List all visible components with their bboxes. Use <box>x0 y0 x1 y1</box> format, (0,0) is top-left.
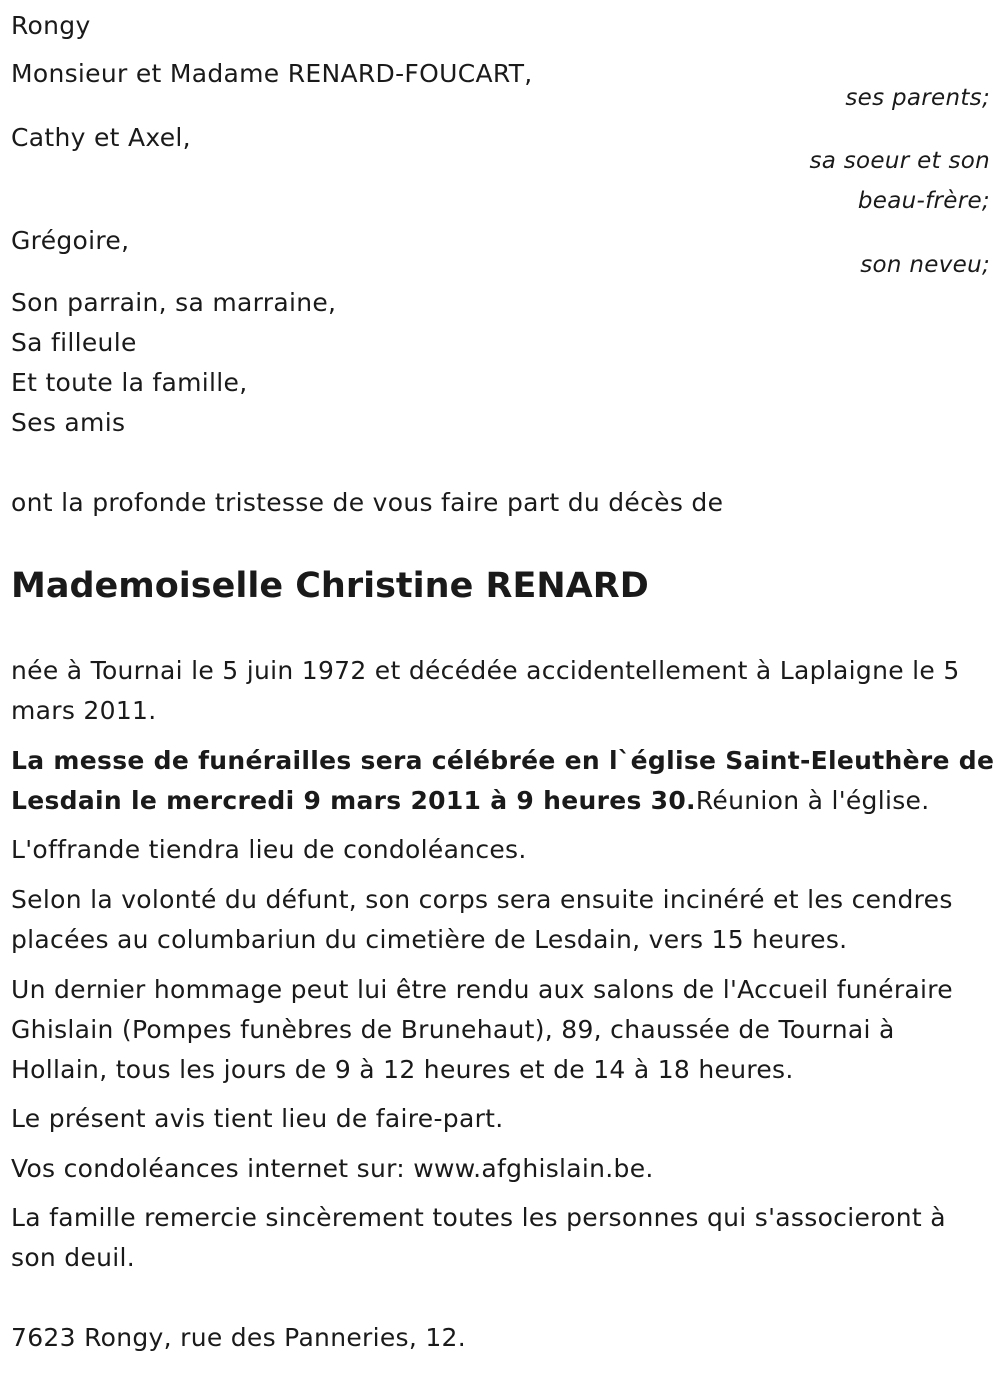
relation-sister-line1: sa soeur et son <box>809 148 990 174</box>
tribute-text: Un dernier hommage peut lui être rendu aux salons de l'Accueil funéraire Ghislain (Pompes funèbres de Brunehaut), 89, chaussée de Tournai à Hollain, tous les jours de 9 à 12 heures et de 14 à 18 heures. <box>11 975 953 1084</box>
deceased-name: Mademoiselle Christine RENARD <box>11 566 649 606</box>
thanks-text: La famille remercie sincèrement toutes les personnes qui s'associeront à son deuil. <box>11 1203 946 1272</box>
other-relative: Ses amis <box>11 408 126 437</box>
notice-text: Le présent avis tient lieu de faire-part. <box>11 1104 504 1133</box>
funeral-meeting: Réunion à l'église. <box>695 786 930 815</box>
address-text: 7623 Rongy, rue des Panneries, 12. <box>11 1323 467 1352</box>
announcement-text: ont la profonde tristesse de vous faire part du décès de <box>11 488 724 517</box>
offering-text: L'offrande tiendra lieu de condoléances. <box>11 835 527 864</box>
family-member-nephew: Grégoire, <box>11 226 130 255</box>
birth-death-text: née à Tournai le 5 juin 1972 et décédée accidentellement à Laplaigne le 5 mars 2011. <box>11 656 960 725</box>
funeral-details: La messe de funérailles sera célébrée en l`église Saint-Eleuthère de Lesdain le mercredi 9 mars 2011 à 9 heures 30. <box>11 746 995 815</box>
cremation-text: Selon la volonté du défunt, son corps sera ensuite incinéré et les cendres placées au columbariun du cimetière de Lesdain, vers 15 heures. <box>11 885 953 954</box>
location-header: Rongy <box>11 11 91 40</box>
relation-nephew: son neveu; <box>860 252 990 278</box>
other-relative: Sa filleule <box>11 328 137 357</box>
family-member-sister: Cathy et Axel, <box>11 123 191 152</box>
condolences-text: Vos condoléances internet sur: www.afghislain.be. <box>11 1154 654 1183</box>
other-relative: Son parrain, sa marraine, <box>11 288 337 317</box>
relation-parents: ses parents; <box>845 85 990 111</box>
relation-sister-line2: beau-frère; <box>857 188 990 214</box>
family-member-parents: Monsieur et Madame RENARD-FOUCART, <box>11 59 533 88</box>
other-relative: Et toute la famille, <box>11 368 248 397</box>
funeral-paragraph <box>11 741 996 821</box>
